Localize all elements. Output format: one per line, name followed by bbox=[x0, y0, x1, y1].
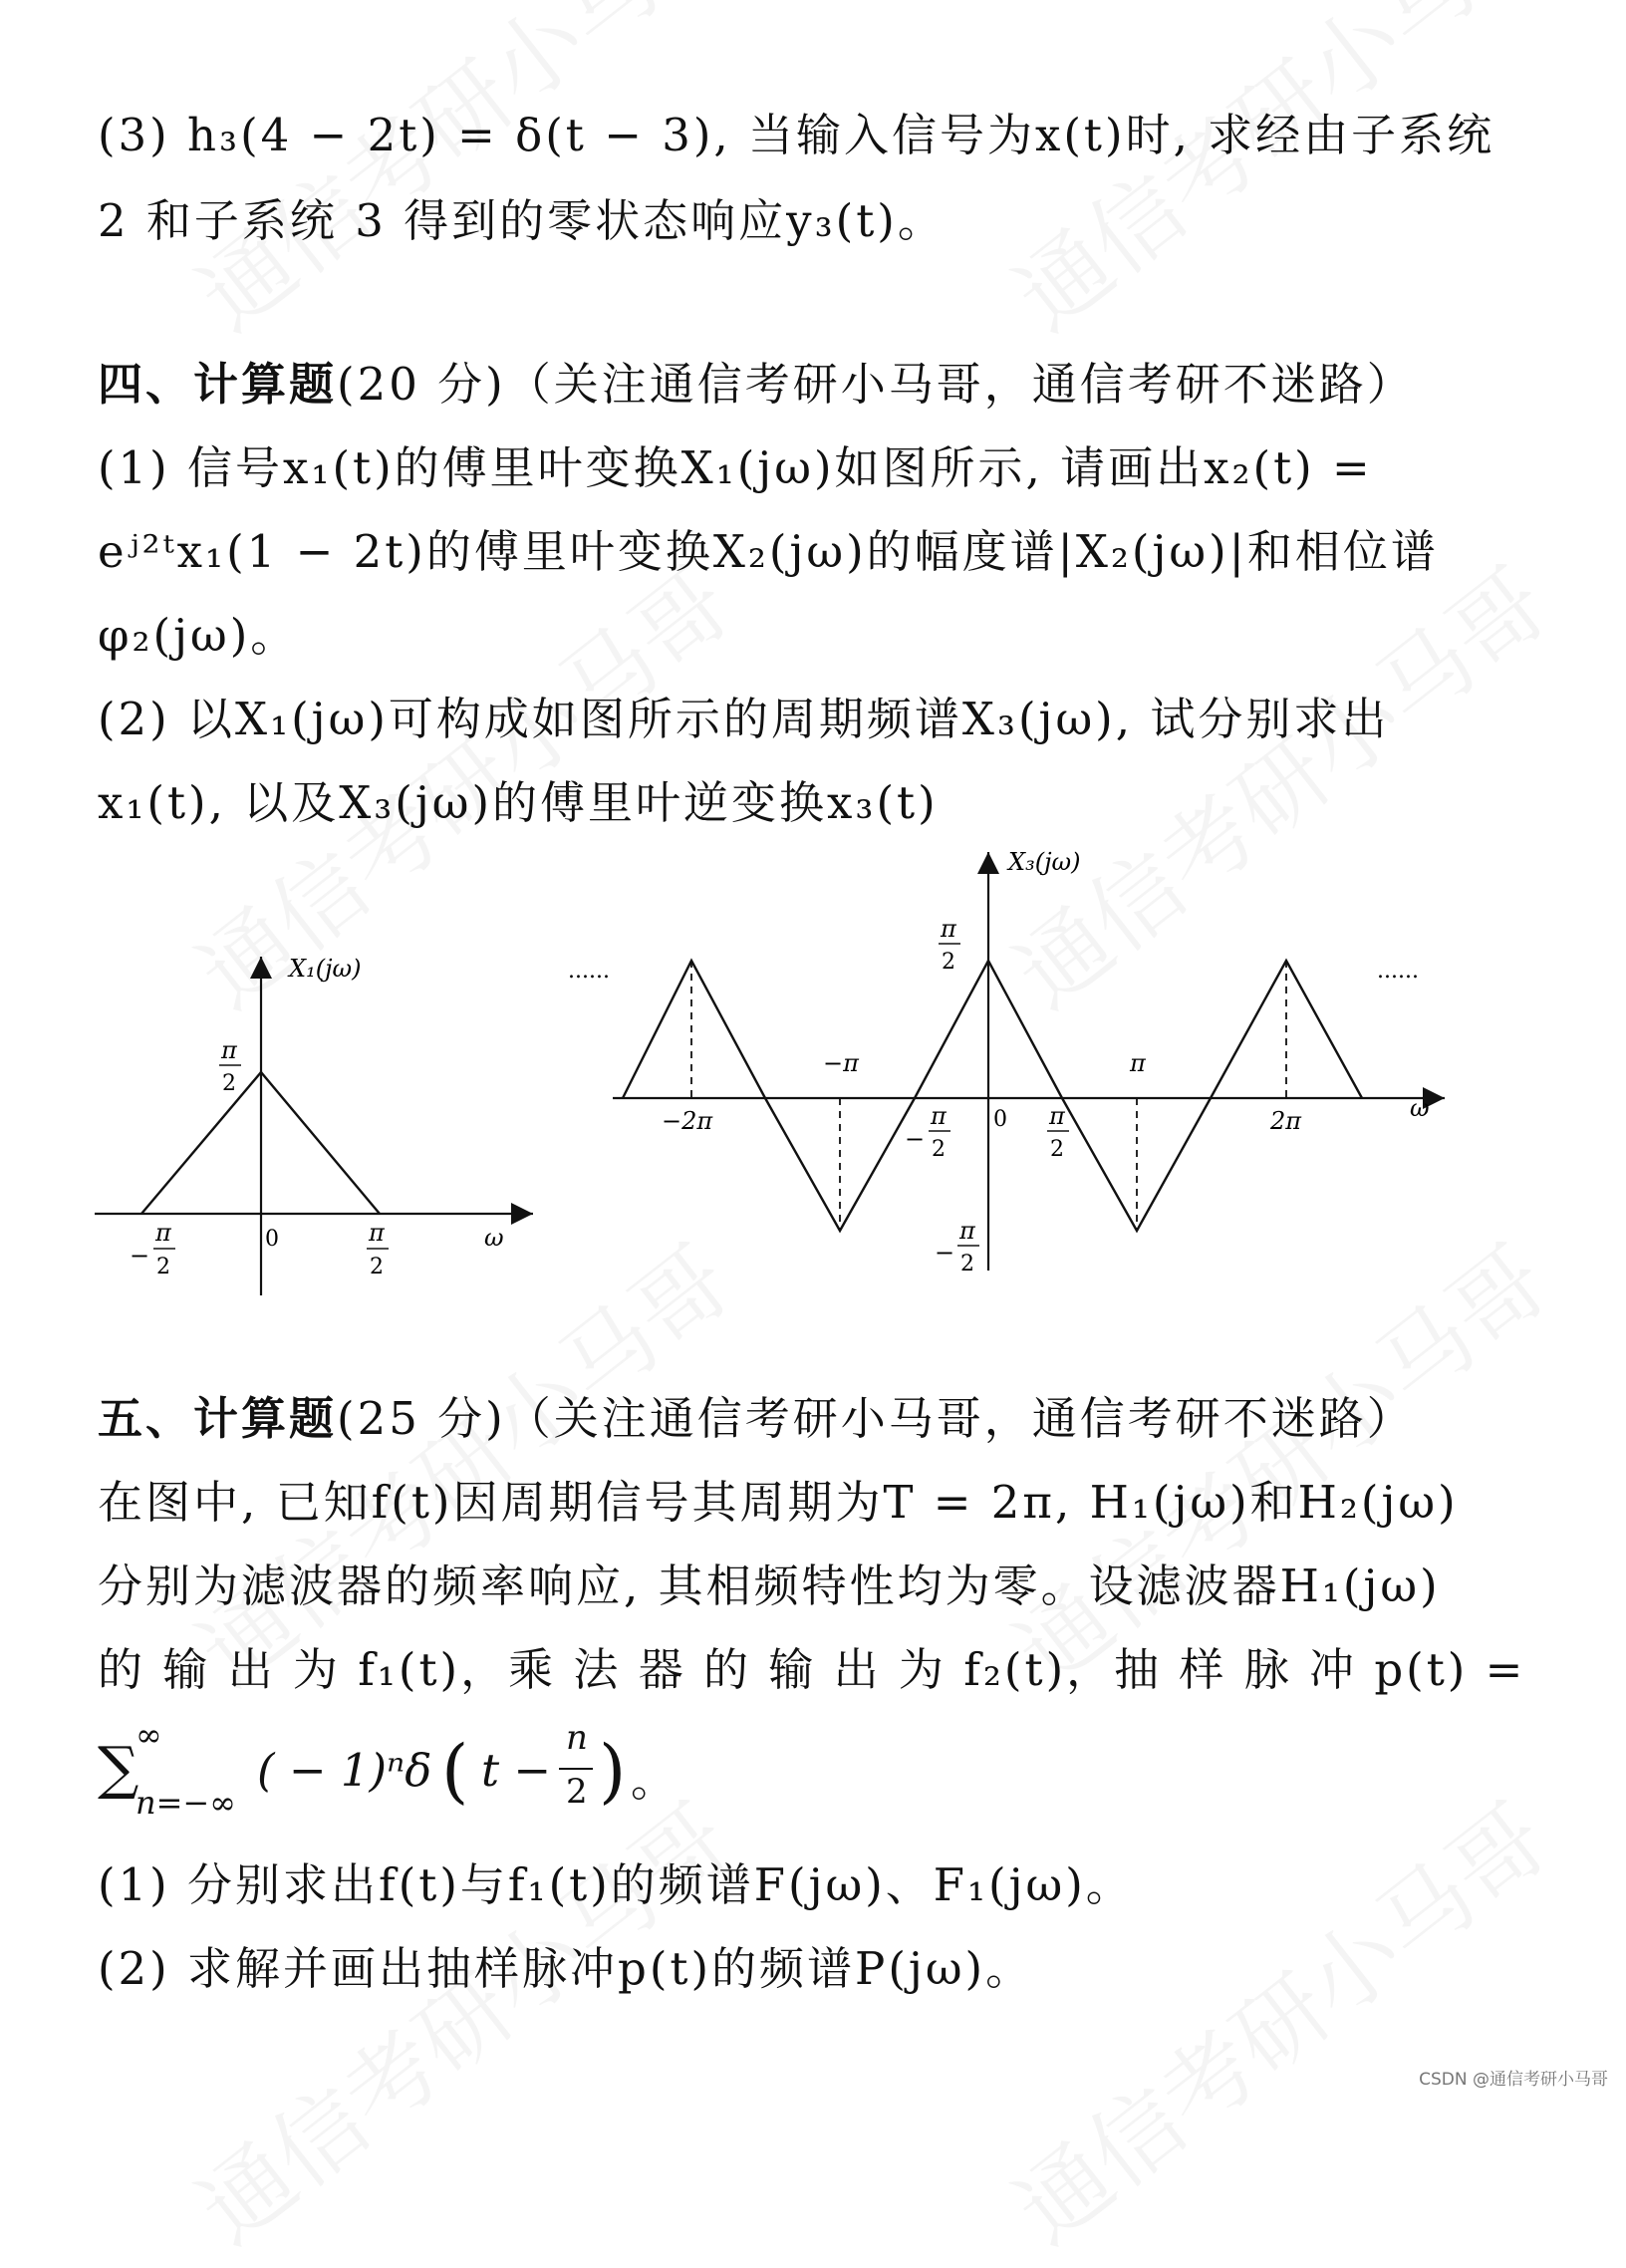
q4-title: 四、计算题 bbox=[98, 358, 338, 411]
frac-num: n bbox=[566, 1718, 588, 1758]
tick-label-negpi: −π bbox=[823, 1049, 859, 1077]
x3-spectrum-line bbox=[623, 961, 1362, 1231]
q5-line3: 的 输 出 为 f₁(t)，乘 法 器 的 输 出 为 f₂(t)，抽 样 脉 冲 p(t) = bbox=[98, 1643, 1526, 1696]
y-axis-label: X₃(jω) bbox=[1008, 848, 1081, 876]
q5-points: (25 分) bbox=[337, 1392, 506, 1445]
y-axis-label: X₁(jω) bbox=[289, 955, 362, 983]
q4-line5: x₁(t), 以及X₃(jω)的傅里叶逆变换x₃(t) bbox=[98, 776, 939, 829]
q4-points: (20 分) bbox=[337, 358, 506, 411]
q4-note: （关注通信考研小马哥，通信考研不迷路） bbox=[505, 358, 1415, 411]
x-axis-label: ω bbox=[1410, 1094, 1430, 1122]
tick-label-pi: π bbox=[1049, 1102, 1065, 1130]
q5-line5: (1) 分别求出f(t)与f₁(t)的频谱F(jω)、F₁(jω)。 bbox=[98, 1858, 1134, 1911]
q4-line1: (1) 信号x₁(t)的傅里叶变换X₁(jω)如图所示, 请画出x₂(t) = bbox=[98, 441, 1373, 494]
q4-heading bbox=[98, 355, 1532, 415]
tick-label-pospi: π bbox=[1130, 1049, 1146, 1077]
tick-label-2: 2 bbox=[222, 1071, 236, 1096]
watermark bbox=[167, 0, 754, 355]
tick-label-pi: π bbox=[931, 1102, 947, 1130]
q5-note: （关注通信考研小马哥，通信考研不迷路） bbox=[505, 1392, 1415, 1445]
q5-title: 五、计算题 bbox=[98, 1392, 338, 1445]
frac-bar bbox=[559, 1768, 593, 1770]
tick-label-neg2pi: −2π bbox=[662, 1107, 713, 1135]
q5-line6: (2) 求解并画出抽样脉冲p(t)的频谱P(jω)。 bbox=[98, 1942, 1034, 1995]
tick-label-minus: − bbox=[905, 1125, 926, 1153]
watermark bbox=[167, 1770, 754, 2268]
sum-symbol: ∑ bbox=[98, 1734, 139, 1802]
tick-label-minus: − bbox=[130, 1242, 150, 1270]
x-axis-label: ω bbox=[484, 1224, 504, 1252]
tick-label-pi: π bbox=[155, 1219, 171, 1247]
tick-label-2: 2 bbox=[960, 1252, 974, 1276]
tick-label-2: 2 bbox=[1050, 1137, 1064, 1162]
tick-label-pi: π bbox=[941, 915, 956, 943]
sum-t: t − bbox=[481, 1744, 552, 1797]
paren-close: ) bbox=[599, 1730, 627, 1812]
paren-open: ( bbox=[441, 1730, 469, 1812]
origin-label: 0 bbox=[265, 1227, 279, 1252]
q5-heading bbox=[98, 1389, 1532, 1449]
watermark bbox=[984, 0, 1571, 355]
sum-end: 。 bbox=[631, 1754, 677, 1807]
tick-label-2: 2 bbox=[370, 1255, 384, 1279]
figure-x3 bbox=[558, 842, 1465, 1300]
sum-body: ( − 1)ⁿδ bbox=[257, 1744, 432, 1797]
tick-label-2: 2 bbox=[932, 1137, 946, 1162]
origin-label: 0 bbox=[993, 1107, 1007, 1132]
q5-line1: 在图中, 已知f(t)因周期信号其周期为T = 2π, H₁(jω)和H₂(jω) bbox=[98, 1476, 1459, 1529]
part3-line1: (3) h₃(4 − 2t) = δ(t − 3), 当输入信号为x(t)时, 求经由子系统 bbox=[98, 109, 1495, 161]
sum-upper: ∞ bbox=[136, 1716, 162, 1754]
part3-line2: 2 和子系统 3 得到的零状态响应y₃(t)。 bbox=[98, 194, 946, 247]
q4-line2: eʲ²ᵗx₁(1 − 2t)的傅里叶变换X₂(jω)的幅度谱|X₂(jω)|和相位谱 bbox=[98, 525, 1439, 578]
q5-sum-formula bbox=[98, 1716, 795, 1836]
ellipsis-right: ...... bbox=[1377, 959, 1419, 984]
tick-label-2: 2 bbox=[156, 1255, 170, 1279]
ellipsis-left: ...... bbox=[568, 959, 610, 984]
credit-text: CSDN @通信考研小马哥 bbox=[1419, 2070, 1608, 2090]
frac-den: 2 bbox=[566, 1772, 588, 1812]
q4-line4: (2) 以X₁(jω)可构成如图所示的周期频谱X₃(jω), 试分别求出 bbox=[98, 693, 1390, 745]
q4-line3: φ₂(jω)。 bbox=[98, 609, 299, 662]
q5-line2: 分别为滤波器的频率响应, 其相频特性均为零。设滤波器H₁(jω) bbox=[98, 1559, 1441, 1612]
sum-lower: n=−∞ bbox=[136, 1784, 236, 1822]
tick-label-2: 2 bbox=[942, 950, 955, 975]
tick-label-pi: π bbox=[369, 1219, 385, 1247]
watermark bbox=[984, 1770, 1571, 2268]
tick-label-pos2pi: 2π bbox=[1270, 1107, 1302, 1135]
tick-label-pi: π bbox=[959, 1217, 975, 1245]
tick-label-minus: − bbox=[935, 1239, 955, 1267]
tick-label-pi: π bbox=[221, 1036, 237, 1064]
